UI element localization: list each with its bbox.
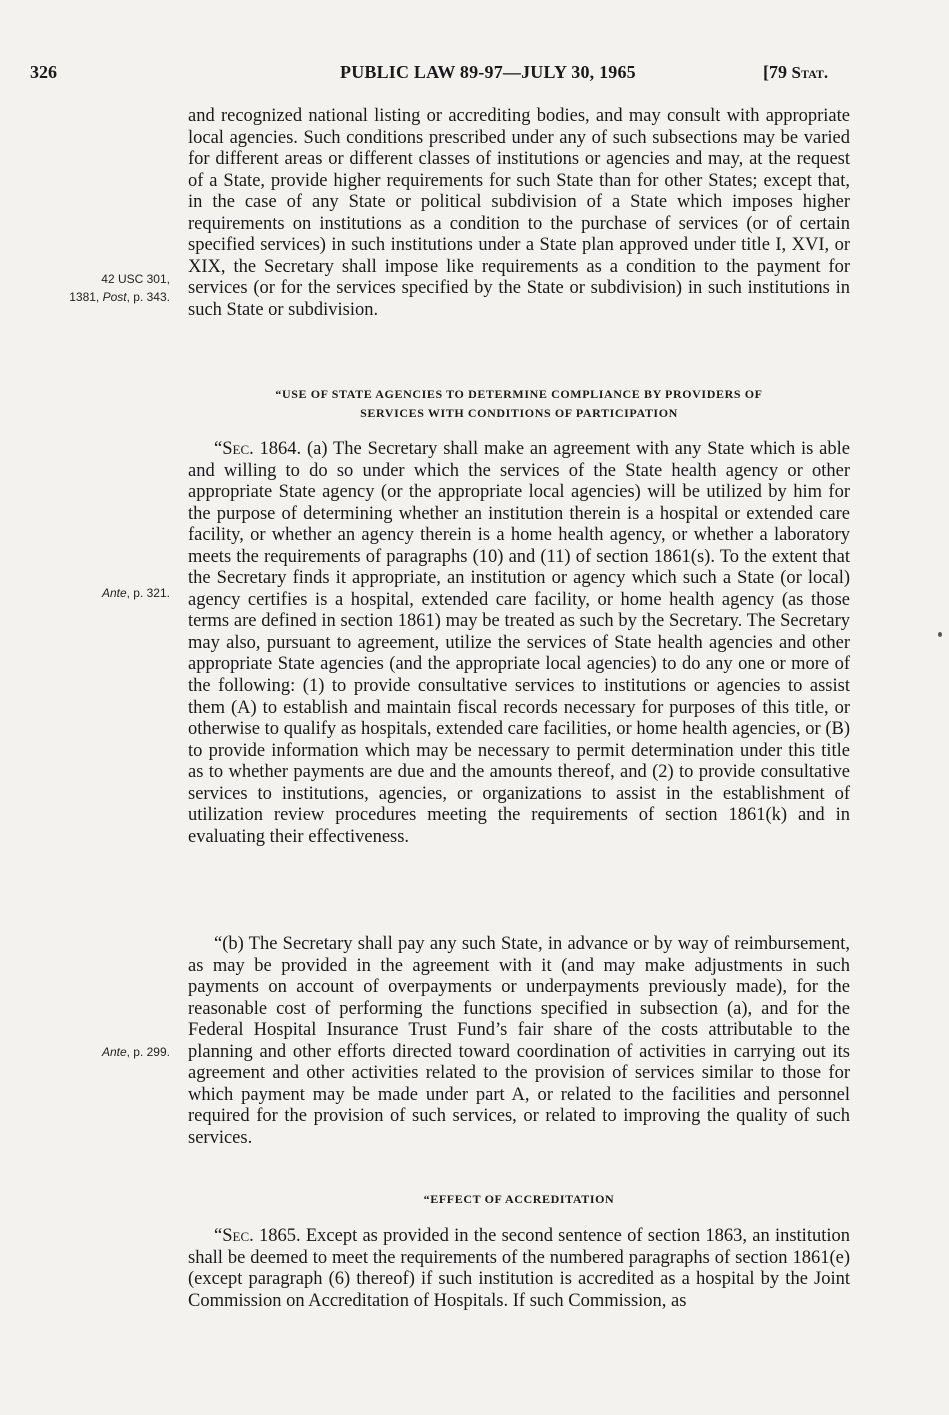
margin-note-post: Post [102,290,127,304]
continuation-paragraph: and recognized national listing or accrediting bodies, and may consult with appropriate local agencies. Such conditions prescribed under any of such subsections may be varied for different areas or different classes of institutions or agencies and may, at the request of a State, provide higher requirements for such State than for other States; except that, in the case of any State or political subdivision of a State which imposes higher requirements on institutions as a condition to the purchase of services (or of certain specified services) in such institutions under a State plan approved under title I, XVI, or XIX, the Secretary shall impose like requirements as a condition to the payment for services (or for the services specified by the State or subdivision) in such institutions in such State or subdivision. [188,106,850,320]
sec-label: Sec [222,1226,250,1246]
section-1864-a-text: . 1864. (a) The Secretary shall make an agreement with any State which is able and willing to do so under which the services of the State health agency or other appropriate State agency (or the appropriate local agencies) will be utilized by him for the purpose of determining whether an institution therein is a hospital or extended care facility, or whether an agency therein is a home health agency, or whether a laboratory meets the requirements of paragraphs (10) and (11) of section 1861(s). To the extent that the Secretary finds it appropriate, an institution or agency which such a State (or local) agency certifies is a hospital, extended care facility, or home health agency (as those terms are defined in section 1861) may be treated as such by the Secretary. The Secretary may also, pursuant to agreement, utilize the services of State health agencies and other appropriate State agencies (and the appropriate local agencies) to do any one or more of the following: (1) to provide consultative services to institutions or agencies to assist them (A) to establish and maintain fiscal records necessary for purposes of this title, or otherwise to qualify as hospitals, extended care facilities, or home health agencies, or (B) to provide information which may be necessary to permit determination under this title as to whether payments are due and the amounts thereof, and (2) to provide consultative services to institutions, agencies, or organizations to assist in the establishment of utilization review procedures meeting the requirements of section 1861(k) and in evaluating their effectiveness. [188,439,850,847]
header-title: PUBLIC LAW 89-97—JULY 30, 1965 [340,62,636,82]
margin-note-usc-page: , p. 343. [126,290,170,304]
page-number: 326 [30,62,57,82]
margin-note-ante-321 [20,584,170,602]
sec-label: Sec [222,439,250,459]
section-heading-use-of-state-agencies [188,385,850,423]
running-header [30,62,850,88]
margin-note-ante-label: Ante [101,1045,127,1059]
margin-note-usc [20,270,170,306]
margin-note-ante-page: , p. 299. [126,1045,170,1059]
section-heading-line1: “USE OF STATE AGENCIES TO DETERMINE COMPLIANCE BY PROVIDERS OF [275,387,763,401]
opening-quote: “ [214,1226,223,1246]
margin-note-usc-line1: 42 USC 301, [101,272,170,286]
section-1865-text: . 1865. Except as provided in the second sentence of section 1863, an institution shall be deemed to meet the requirements of the numbered paragraphs of section 1861(e) (except paragraph (6) thereof) if such institution is accredited as a hospital by the Joint Commission on Accreditation of Hospitals. If such Commission, as [188,1226,850,1311]
margin-note-usc-line2 [20,288,170,306]
section-1864-b: “(b) The Secretary shall pay any such State, in advance or by way of reimbursement, as may be provided in the agreement with it (and may make adjustments in such payments on account of overpayments or underpayments previously made), for the reasonable cost of performing the functions specified in subsection (a), and for the Federal Hospital Insurance Trust Fund’s fair share of the costs attributable to the planning and other efforts directed toward coordination of activities in carrying out its agreement and other activities related to the provision of services similar to those for which payment may be made under part A, or related to the facilities and personnel required for the provision of such services, or related to improving the quality of such services. [188,934,850,1148]
margin-note-ante-299 [20,1043,170,1061]
margin-note-ante-label: Ante [101,586,127,600]
statute-volume: [79 [763,62,787,82]
statute-word: Stat. [791,63,829,82]
margin-note-ante-page: , p. 321. [126,586,170,600]
margin-note-usc-num: 1381, [69,290,103,304]
opening-quote: “ [214,439,223,459]
scan-speck [938,632,942,637]
section-1865 [188,1226,850,1312]
header-statute-ref [763,62,828,83]
section-heading-line2: SERVICES WITH CONDITIONS OF PARTICIPATION [360,406,678,420]
section-heading-effect-of-accreditation: “EFFECT OF ACCREDITATION [423,1192,615,1206]
section-1864-a [188,439,850,848]
